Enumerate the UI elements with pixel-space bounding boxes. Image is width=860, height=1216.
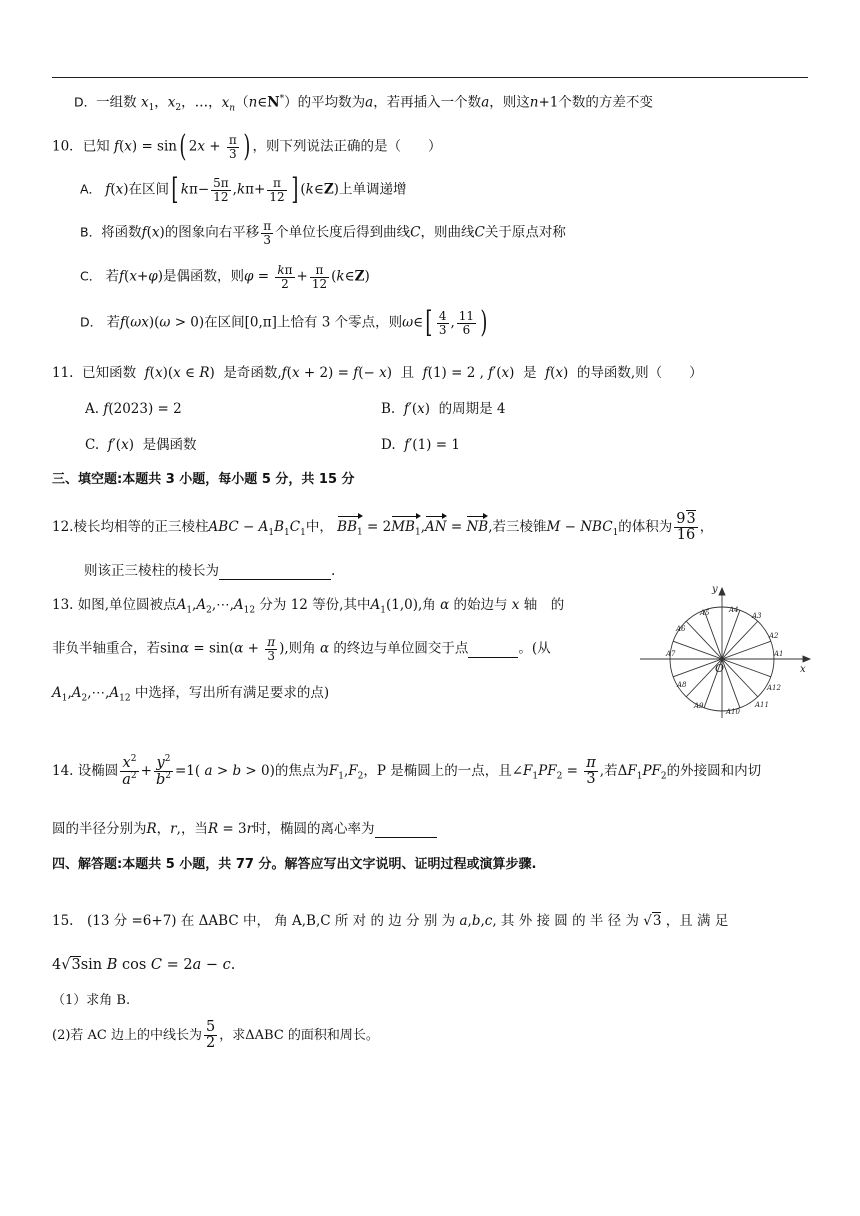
q11-option-b: B. f′(x) 的周期是 4 [381, 401, 506, 417]
q15-line1: 15. (13 分 =6+7) 在 ΔABC 中， 角 A,B,C 所 对 的 边 分 别 为 a,b,c, 其 外 接 圆 的 半 径 为 √3 ，且 满 足 [52, 913, 729, 929]
point-label-a5: A5 [700, 609, 710, 617]
q12-answer-line: 则该正三棱柱的棱长为 . [84, 563, 336, 579]
section-3-heading: 三、填空题:本题共 3 小题，每小题 5 分，共 15 分 [52, 472, 355, 487]
point-label-a4: A4 [729, 606, 739, 614]
q15-part2: (2)若 AC 边上的中线长为 $\frac{5}{2}$ ，求ΔABC 的面积和周长。 [52, 1019, 379, 1052]
point-label-a11: A11 [755, 701, 769, 709]
q10-option-b: B．将函数f(x)的图象向右平移 $\frac{\pi}{3}$ 个单位长度后得到曲线C，则曲线C关于原点对称 [80, 219, 566, 247]
q13-line3: $A_1,A_2,\cdots,A_{12}$ 中选择，写出所有满足要求的点) [52, 685, 330, 704]
q9-option-d: D．一组数 $x_1$，$x_2$，…，$x_n(n\in N^*)$的平均数为a，若再插入一个数a，则这n+1个数的方差不变 [74, 94, 653, 114]
unit-circle-figure [640, 580, 815, 720]
x-axis-arrow [803, 656, 810, 662]
y-axis-arrow [719, 588, 725, 595]
x-axis-label: x [800, 664, 806, 675]
point-label-a2: A2 [769, 632, 779, 640]
q13-line2: 非负半轴重合，若sinα = sin(α + $\frac{\pi}{3}$ ),则角 α 的终边与单位圆交于点 。(从 [52, 635, 551, 663]
point-label-a1: A1 [774, 650, 784, 658]
top-rule [52, 77, 808, 78]
q14-line2: 圆的半径分别为R，r,，当R = 3r时，椭圆的离心率为 [52, 821, 437, 838]
q10-stem: 10．已知 f(x) = sin( 2x + $\frac{\pi}{3}$ ) ，则下列说法正确的是（ ） [52, 129, 442, 164]
q13-answer-blank[interactable] [468, 641, 518, 658]
y-axis-label: y [712, 584, 718, 595]
q12-stem: 12.棱长均相等的正三棱柱ABC − $A_1B_1C_1$中， $BB_1 = 2MB_1,AN$ = NB,若三棱锥$M - NBC_1$的体积为 $\frac{93}{16}$ ， [52, 511, 714, 544]
origin-label: O [715, 662, 725, 675]
point-label-a6: A6 [676, 625, 686, 633]
q10-option-c: C． 若f(x+φ)是偶函数，则φ = $\frac{k\pi}{2}$ + $\frac{\pi}{12}$ (k∈Z) [80, 263, 370, 291]
q11-option-d: D. f′(1) = 1 [381, 437, 460, 453]
point-label-a10: A10 [726, 708, 740, 716]
point-label-a9: A9 [694, 702, 704, 710]
q12-answer-blank[interactable] [219, 563, 331, 580]
point-label-a12: A12 [767, 684, 781, 692]
q15-part1: （1）求角 B. [52, 993, 131, 1008]
q11-option-c: C. f′(x) 是偶函数 [85, 437, 197, 453]
q14-answer-blank[interactable] [375, 821, 437, 838]
section-4-heading: 四、解答题:本题共 5 小题，共 77 分。解答应写出文字说明、证明过程或演算步骤. [52, 857, 537, 872]
point-label-a8: A8 [677, 681, 687, 689]
q15-line2: 4√3sin B cos C = 2a − c. [52, 957, 236, 973]
point-label-a3: A3 [752, 612, 762, 620]
q11-stem: 11. 已知函数 f(x)(x ∈ R) 是奇函数,f(x + 2) = f(− x) 且 f(1) = 2 , f′(x) 是 f(x) 的导函数,则（ ） [52, 365, 703, 381]
q10-option-d: D． 若f(ωx)(ω > 0)在区间[0,π]上恰有 3 个零点，则ω∈[ $\frac{4}{3}$ , $\frac{11}{6}$ ) [80, 305, 488, 340]
point-label-a7: A7 [666, 650, 676, 658]
q14-line1: 14. 设椭圆 $\frac{x^2}{a^2}$ + $\frac{y^2}{b^2}$ =1( a > b > 0)的焦点为$F_1,F_2$，P 是椭圆上的一点，且$\angle F_1PF_2$ = $\frac{\pi}{3}$ ,若$\Delta F_1PF_2$的外接圆和内切 [52, 754, 762, 788]
q13-line1: 13. 如图,单位圆被点$A_1,A_2,\cdots,A_{12}$ 分为 12 等份,其中$A_1(1,0)$,角 α 的始边与 x 轴 的 [52, 597, 565, 616]
q11-option-a: A. f(2023) = 2 [85, 401, 182, 417]
q10-option-a: A． f(x)在区间[ kπ− $\frac{5\pi}{12}$ ,kπ+ $\frac{\pi}{12}$ ] (k∈Z)上单调递增 [80, 172, 407, 207]
